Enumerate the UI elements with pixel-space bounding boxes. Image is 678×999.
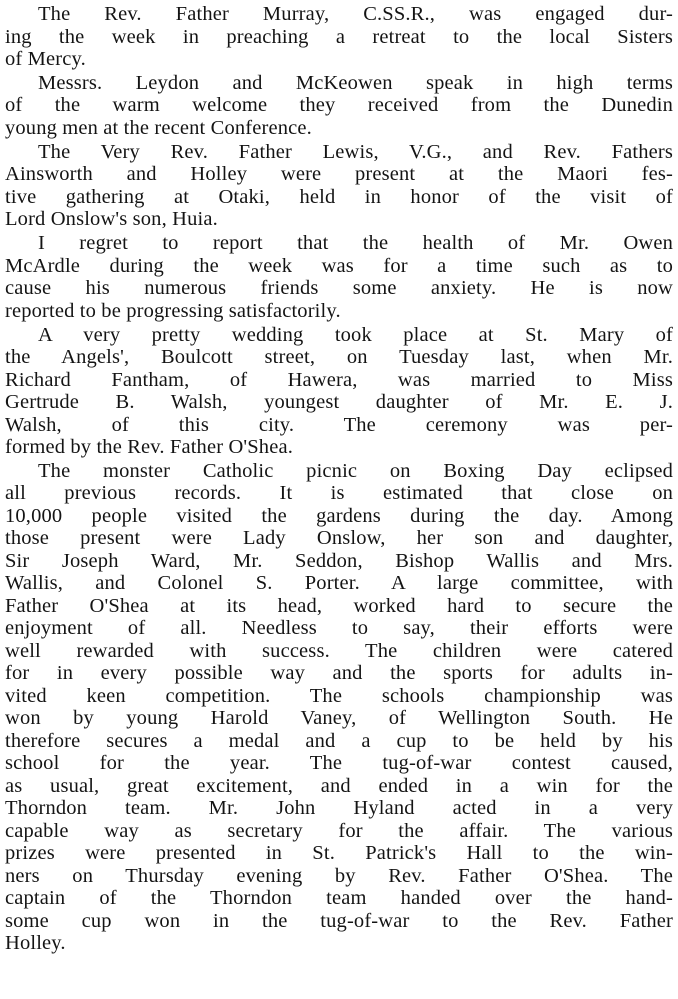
text-line: Sir Joseph Ward, Mr. Seddon, Bishop Wallis and Mrs.: [5, 549, 673, 572]
text-line: cause his numerous friends some anxiety. He is now: [5, 277, 673, 300]
text-line: enjoyment of all. Needless to say, their efforts were: [5, 617, 673, 640]
text-line: ing the week in preaching a retreat to the local Sisters: [5, 25, 673, 48]
text-line: of the warm welcome they received from the Dunedin: [5, 94, 673, 117]
text-line: as usual, great excitement, and ended in a win for the: [5, 774, 673, 797]
text-line: reported to be progressing satisfactorily.: [5, 299, 341, 322]
article-paragraph: [5, 3, 673, 71]
text-line: Lord Onslow's son, Huia.: [5, 208, 218, 231]
text-line: tive gathering at Otaki, held in honor of the visit of: [5, 185, 673, 208]
text-line: some cup won in the tug-of-war to the Rev. Father: [5, 909, 673, 932]
text-line: therefore secures a medal and a cup to be held by his: [5, 729, 673, 752]
text-line: of Mercy.: [5, 48, 86, 70]
article-paragraph: [5, 141, 673, 231]
text-line: I regret to report that the health of Mr. Owen: [38, 232, 673, 255]
text-line: 10,000 people visited the gardens during the day. Among: [5, 504, 673, 527]
text-line: Gertrude B. Walsh, youngest daughter of Mr. E. J.: [5, 391, 673, 414]
text-line: Walsh, of this city. The ceremony was per-: [5, 413, 673, 436]
text-line: Thorndon team. Mr. John Hyland acted in a very: [5, 797, 673, 820]
text-line: The Very Rev. Father Lewis, V.G., and Rev. Fathers: [38, 140, 673, 163]
text-line: The Rev. Father Murray, C.SS.R., was engaged dur-: [38, 3, 673, 25]
text-line: Messrs. Leydon and McKeowen speak in high terms: [38, 71, 673, 94]
article-paragraph: [5, 72, 673, 140]
text-line: The monster Catholic picnic on Boxing Day eclipsed: [38, 459, 673, 482]
text-line: prizes were presented in St. Patrick's Hall to the win-: [5, 842, 673, 865]
text-line: formed by the Rev. Father O'Shea.: [5, 436, 293, 459]
text-line: for in every possible way and the sports for adults in-: [5, 662, 673, 685]
text-line: Holley.: [5, 932, 66, 955]
text-line: the Angels', Boulcott street, on Tuesday last, when Mr.: [5, 346, 673, 369]
text-line: A very pretty wedding took place at St. Mary of: [38, 323, 673, 346]
text-line: well rewarded with success. The children were catered: [5, 639, 673, 662]
text-line: McArdle during the week was for a time such as to: [5, 254, 673, 277]
text-line: won by young Harold Vaney, of Wellington South. He: [5, 707, 673, 730]
text-line: capable way as secretary for the affair. The various: [5, 819, 673, 842]
text-line: vited keen competition. The schools championship was: [5, 684, 673, 707]
article-paragraph: [5, 324, 673, 459]
text-line: young men at the recent Conference.: [5, 116, 312, 139]
text-line: ners on Thursday evening by Rev. Father O'Shea. The: [5, 864, 673, 887]
article-paragraph: [5, 460, 673, 955]
text-line: Ainsworth and Holley were present at the Maori fes-: [5, 163, 673, 186]
article-paragraph: [5, 232, 673, 322]
text-line: Wallis, and Colonel S. Porter. A large committee, with: [5, 572, 673, 595]
text-line: all previous records. It is estimated that close on: [5, 482, 673, 505]
text-line: captain of the Thorndon team handed over the hand-: [5, 887, 673, 910]
text-line: Father O'Shea at its head, worked hard to secure the: [5, 594, 673, 617]
text-line: those present were Lady Onslow, her son and daughter,: [5, 527, 673, 550]
text-line: Richard Fantham, of Hawera, was married to Miss: [5, 368, 673, 391]
text-line: school for the year. The tug-of-war contest caused,: [5, 752, 673, 775]
